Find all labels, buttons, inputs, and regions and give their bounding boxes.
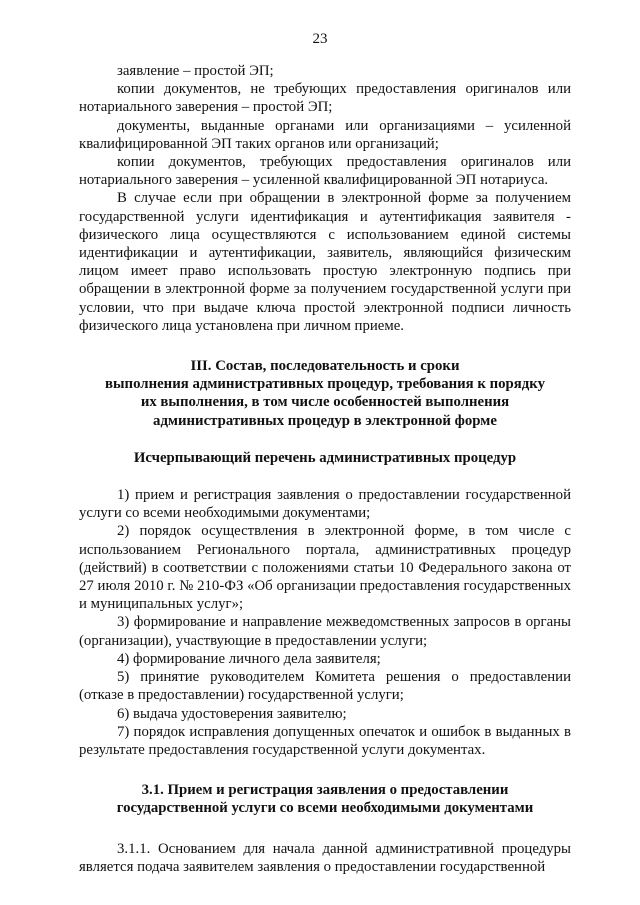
subsection-heading-line: государственной услуги со всеми необходимыми документами xyxy=(116,800,534,817)
procedure-item: 3) формирование и направление межведомственных запросов в органы (организации), участвующие в предоставлении услуги; xyxy=(79,614,571,649)
intro-item: документы, выданные органами или организациями – усиленной квалифицированной ЭП таких органов или организаций; xyxy=(79,117,571,152)
section-heading-line: выполнения административных процедур, требования к порядку xyxy=(105,376,545,393)
procedure-item: 6) выдача удостоверения заявителю; xyxy=(117,705,347,722)
section-heading-line: их выполнения, в том числе особенностей выполнения xyxy=(140,394,510,411)
subsection-heading-line: 3.1. Прием и регистрация заявления о предоставлении xyxy=(141,782,509,799)
section-heading xyxy=(79,357,571,430)
identification-paragraph: В случае если при обращении в электронной форме за получением государственной услуги идентификация и аутентификация заявителя - физического лица осуществляются с использованием единой системы идентификации и аутентификации, заявитель, являющийся физическим лицом имеет право использовать простую электронную подпись при обращении в электронной форме за получением государственной услуги при условии, что при выдаче ключа простой электронной подписи личность физического лица установлена при личном приеме. xyxy=(79,190,571,334)
page-number: 23 xyxy=(312,31,328,47)
procedure-item: 5) принятие руководителем Комитета решения о предоставлении (отказе в предоставлении) государственной услуги; xyxy=(79,669,571,704)
intro-item: копии документов, не требующих предоставления оригиналов или нотариального заверения – простой ЭП; xyxy=(79,81,571,116)
procedure-item: 2) порядок осуществления в электронной форме, в том числе с использованием Регионального портала, административных процедур (действий) в соответствии с положениями статьи 10 Федерального закона от 27 июля 2010 г. № 210-ФЗ «Об организации предоставления государственных и муниципальных услуг»; xyxy=(79,523,571,613)
list-heading: Исчерпывающий перечень административных процедур xyxy=(133,449,517,466)
procedure-item: 1) прием и регистрация заявления о предоставлении государственной услуги со всеми необходимыми документами; xyxy=(79,487,571,522)
subsection-heading xyxy=(79,781,571,817)
section-heading-line: административных процедур в электронной форме xyxy=(153,412,497,429)
intro-item: заявление – простой ЭП; xyxy=(117,63,274,79)
procedure-item: 7) порядок исправления допущенных опечаток и ошибок в выданных в результате предоставления государственной услуги документах. xyxy=(79,723,571,758)
page-content xyxy=(79,62,571,876)
procedures-list xyxy=(79,486,571,759)
intro-item: копии документов, требующих предоставления оригиналов или нотариального заверения – усиленной квалифицированной ЭП нотариуса. xyxy=(79,154,571,189)
final-paragraph: 3.1.1. Основанием для начала данной административной процедуры является подача заявителем заявления о предоставлении государственной xyxy=(79,840,571,875)
procedure-item: 4) формирование личного дела заявителя; xyxy=(117,650,381,667)
section-heading-line: III. Состав, последовательность и сроки xyxy=(190,358,460,375)
